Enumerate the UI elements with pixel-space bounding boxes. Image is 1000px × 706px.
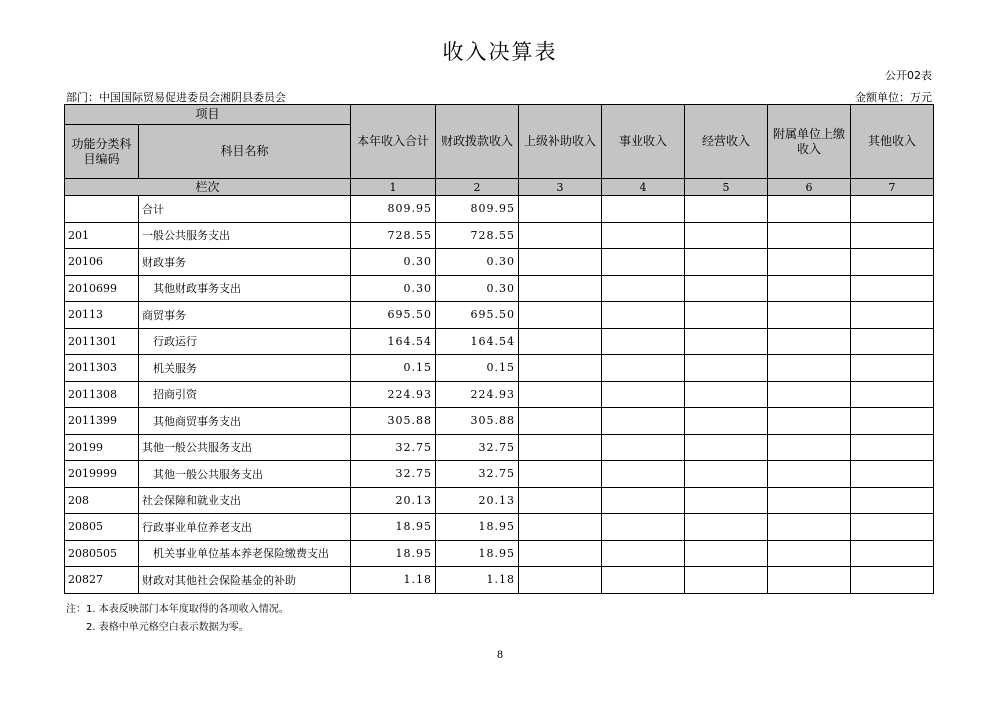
cell-total: 695.50 [351,302,436,329]
cell-affiliated [768,302,851,329]
row-name: 合计 [139,196,351,223]
table-row [65,328,934,355]
cell-business [602,540,685,567]
row-code: 2011308 [65,381,139,408]
cell-total: 0.30 [351,275,436,302]
cell-fiscal: 728.55 [436,222,519,249]
cell-other [851,355,934,382]
col-num-5: 5 [685,179,768,196]
cell-fiscal: 32.75 [436,461,519,488]
row-code: 2080505 [65,540,139,567]
department-label: 部门：中国国际贸易促进委员会湘阴县委员会 [66,91,286,104]
cell-total: 0.15 [351,355,436,382]
cell-other [851,567,934,594]
col-header-2: 财政拨款收入 [436,105,519,179]
cell-fiscal: 809.95 [436,196,519,223]
table-row [65,487,934,514]
row-label-header: 栏次 [65,179,351,196]
row-name: 一般公共服务支出 [139,222,351,249]
cell-business [602,249,685,276]
cell-fiscal: 18.95 [436,540,519,567]
cell-business [602,196,685,223]
cell-other [851,408,934,435]
func-code-header: 功能分类科目编码 [65,125,139,179]
table-row [65,461,934,488]
col-num-1: 1 [351,179,436,196]
cell-fiscal: 20.13 [436,487,519,514]
cell-superior-subsidy [519,355,602,382]
row-code: 20805 [65,514,139,541]
cell-operating [685,196,768,223]
cell-superior-subsidy [519,249,602,276]
table-row [65,222,934,249]
cell-affiliated [768,461,851,488]
col-num-6: 6 [768,179,851,196]
income-table [64,104,934,594]
cell-superior-subsidy [519,567,602,594]
cell-superior-subsidy [519,196,602,223]
form-number: 公开02表 [885,69,932,82]
cell-total: 224.93 [351,381,436,408]
cell-other [851,540,934,567]
cell-affiliated [768,567,851,594]
cell-total: 0.30 [351,249,436,276]
table-row [65,434,934,461]
col-header-7: 其他收入 [851,105,934,179]
cell-other [851,222,934,249]
cell-superior-subsidy [519,328,602,355]
row-code: 20106 [65,249,139,276]
cell-operating [685,540,768,567]
footnotes [66,601,289,637]
cell-business [602,275,685,302]
cell-business [602,381,685,408]
cell-other [851,249,934,276]
cell-business [602,487,685,514]
cell-other [851,434,934,461]
row-code: 2011301 [65,328,139,355]
table-row [65,355,934,382]
cell-total: 32.75 [351,434,436,461]
row-code: 208 [65,487,139,514]
cell-superior-subsidy [519,222,602,249]
cell-fiscal: 32.75 [436,434,519,461]
cell-fiscal: 0.30 [436,275,519,302]
cell-other [851,196,934,223]
row-code: 20199 [65,434,139,461]
cell-affiliated [768,514,851,541]
col-header-1: 本年收入合计 [351,105,436,179]
row-code [65,196,139,223]
cell-operating [685,355,768,382]
cell-fiscal: 224.93 [436,381,519,408]
row-code: 2011399 [65,408,139,435]
cell-business [602,567,685,594]
cell-superior-subsidy [519,408,602,435]
cell-operating [685,487,768,514]
table-row [65,540,934,567]
cell-operating [685,222,768,249]
cell-operating [685,381,768,408]
cell-other [851,514,934,541]
cell-total: 18.95 [351,540,436,567]
cell-superior-subsidy [519,487,602,514]
row-code: 2011303 [65,355,139,382]
cell-superior-subsidy [519,540,602,567]
col-header-5: 经营收入 [685,105,768,179]
cell-other [851,328,934,355]
col-header-3: 上级补助收入 [519,105,602,179]
row-code: 201 [65,222,139,249]
row-name: 财政事务 [139,249,351,276]
cell-superior-subsidy [519,514,602,541]
cell-business [602,355,685,382]
cell-operating [685,275,768,302]
cell-business [602,302,685,329]
cell-affiliated [768,408,851,435]
col-header-6: 附属单位上缴收入 [768,105,851,179]
item-header: 项目 [65,105,351,125]
cell-affiliated [768,275,851,302]
cell-superior-subsidy [519,302,602,329]
row-name: 其他一般公共服务支出 [139,434,351,461]
cell-operating [685,514,768,541]
cell-other [851,487,934,514]
row-name: 其他一般公共服务支出 [139,461,351,488]
cell-affiliated [768,355,851,382]
cell-fiscal: 0.15 [436,355,519,382]
footnote-2: 2. 表格中单元格空白表示数据为零。 [86,622,249,633]
cell-affiliated [768,222,851,249]
cell-operating [685,567,768,594]
cell-total: 1.18 [351,567,436,594]
row-name: 招商引资 [139,381,351,408]
col-num-4: 4 [602,179,685,196]
row-code: 20827 [65,567,139,594]
col-num-3: 3 [519,179,602,196]
row-name: 行政事业单位养老支出 [139,514,351,541]
table-row [65,567,934,594]
cell-affiliated [768,434,851,461]
cell-total: 20.13 [351,487,436,514]
cell-affiliated [768,540,851,567]
row-name: 机关服务 [139,355,351,382]
cell-fiscal: 0.30 [436,249,519,276]
row-name: 机关事业单位基本养老保险缴费支出 [139,540,351,567]
table-row [65,408,934,435]
row-code: 20113 [65,302,139,329]
cell-other [851,461,934,488]
col-num-7: 7 [851,179,934,196]
cell-other [851,275,934,302]
cell-affiliated [768,381,851,408]
table-row [65,302,934,329]
amount-unit-label: 金额单位：万元 [855,91,932,104]
cell-other [851,302,934,329]
table-row [65,514,934,541]
cell-total: 32.75 [351,461,436,488]
cell-fiscal: 18.95 [436,514,519,541]
cell-operating [685,249,768,276]
cell-total: 164.54 [351,328,436,355]
col-num-2: 2 [436,179,519,196]
cell-total: 305.88 [351,408,436,435]
cell-fiscal: 164.54 [436,328,519,355]
row-name: 财政对其他社会保险基金的补助 [139,567,351,594]
row-name: 其他商贸事务支出 [139,408,351,435]
cell-operating [685,302,768,329]
col-header-4: 事业收入 [602,105,685,179]
subject-name-header: 科目名称 [139,125,351,179]
page-title: 收入决算表 [442,40,558,64]
cell-business [602,514,685,541]
row-code: 2019999 [65,461,139,488]
cell-total: 728.55 [351,222,436,249]
table-row [65,249,934,276]
row-code: 2010699 [65,275,139,302]
cell-affiliated [768,249,851,276]
cell-fiscal: 305.88 [436,408,519,435]
cell-superior-subsidy [519,434,602,461]
cell-business [602,434,685,461]
cell-operating [685,434,768,461]
footnote-1: 注：1. 本表反映部门本年度取得的各项收入情况。 [66,604,289,615]
cell-fiscal: 695.50 [436,302,519,329]
cell-other [851,381,934,408]
cell-superior-subsidy [519,461,602,488]
cell-business [602,222,685,249]
row-name: 其他财政事务支出 [139,275,351,302]
cell-superior-subsidy [519,381,602,408]
row-name: 社会保障和就业支出 [139,487,351,514]
cell-affiliated [768,196,851,223]
table-row [65,196,934,223]
cell-business [602,408,685,435]
page-number: 8 [496,650,504,661]
table-row [65,275,934,302]
cell-operating [685,408,768,435]
cell-affiliated [768,487,851,514]
cell-total: 18.95 [351,514,436,541]
cell-affiliated [768,328,851,355]
table-row [65,381,934,408]
cell-total: 809.95 [351,196,436,223]
cell-operating [685,461,768,488]
cell-business [602,461,685,488]
cell-operating [685,328,768,355]
row-name: 商贸事务 [139,302,351,329]
cell-business [602,328,685,355]
row-name: 行政运行 [139,328,351,355]
cell-superior-subsidy [519,275,602,302]
cell-fiscal: 1.18 [436,567,519,594]
